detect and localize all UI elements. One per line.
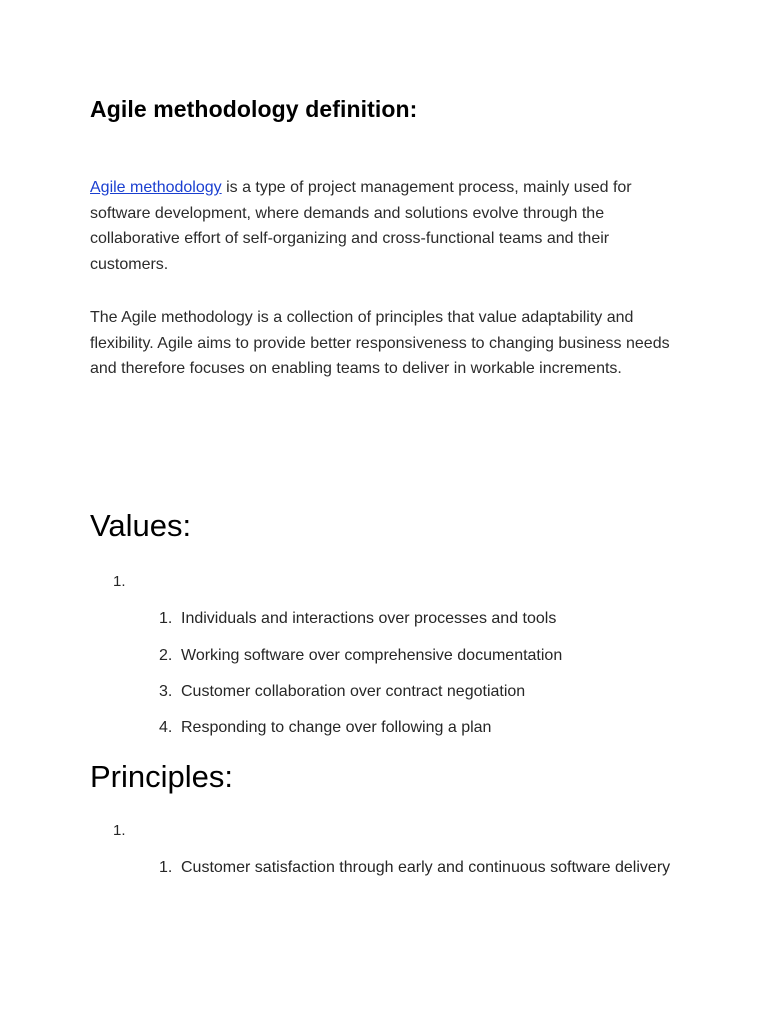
list-item-text: Responding to change over following a plan <box>181 719 492 736</box>
list-item-text: Customer collaboration over contract negotiation <box>181 683 526 700</box>
list-item-number: 1. <box>159 859 173 876</box>
list-item-text: Customer satisfaction through early and continuous software delivery <box>181 859 671 876</box>
intro-paragraph <box>90 175 690 277</box>
values-outer-list-number: 1. <box>113 573 126 590</box>
list-item <box>159 644 679 667</box>
principles-paragraph: The Agile methodology is a collection of principles that value adaptability and flexibility. Agile aims to provide better responsiveness to changing business needs and therefore focuses on enabling teams to deliver in workable increments. <box>90 309 670 378</box>
principles-heading: Principles: <box>90 759 233 794</box>
list-item-number: 1. <box>159 610 173 627</box>
principles-outer-list-number: 1. <box>113 822 126 839</box>
list-item-text: Working software over comprehensive documentation <box>181 647 563 664</box>
values-heading: Values: <box>90 508 192 543</box>
list-item <box>159 607 679 630</box>
page-title: Agile methodology definition: <box>90 96 418 122</box>
list-item-number: 4. <box>159 719 173 736</box>
agile-methodology-link[interactable]: Agile methodology <box>90 179 222 196</box>
list-item <box>159 716 679 739</box>
list-item <box>159 856 679 879</box>
list-item <box>159 680 679 703</box>
list-item-number: 3. <box>159 683 173 700</box>
list-item-number: 2. <box>159 647 173 664</box>
intro-paragraph-text: is a type of project management process, mainly used for software development, where demands and solutions evolve through the collaborative effort of self-organizing and cross-functional teams and their customers. <box>90 179 632 273</box>
list-item-text: Individuals and interactions over processes and tools <box>181 610 557 627</box>
